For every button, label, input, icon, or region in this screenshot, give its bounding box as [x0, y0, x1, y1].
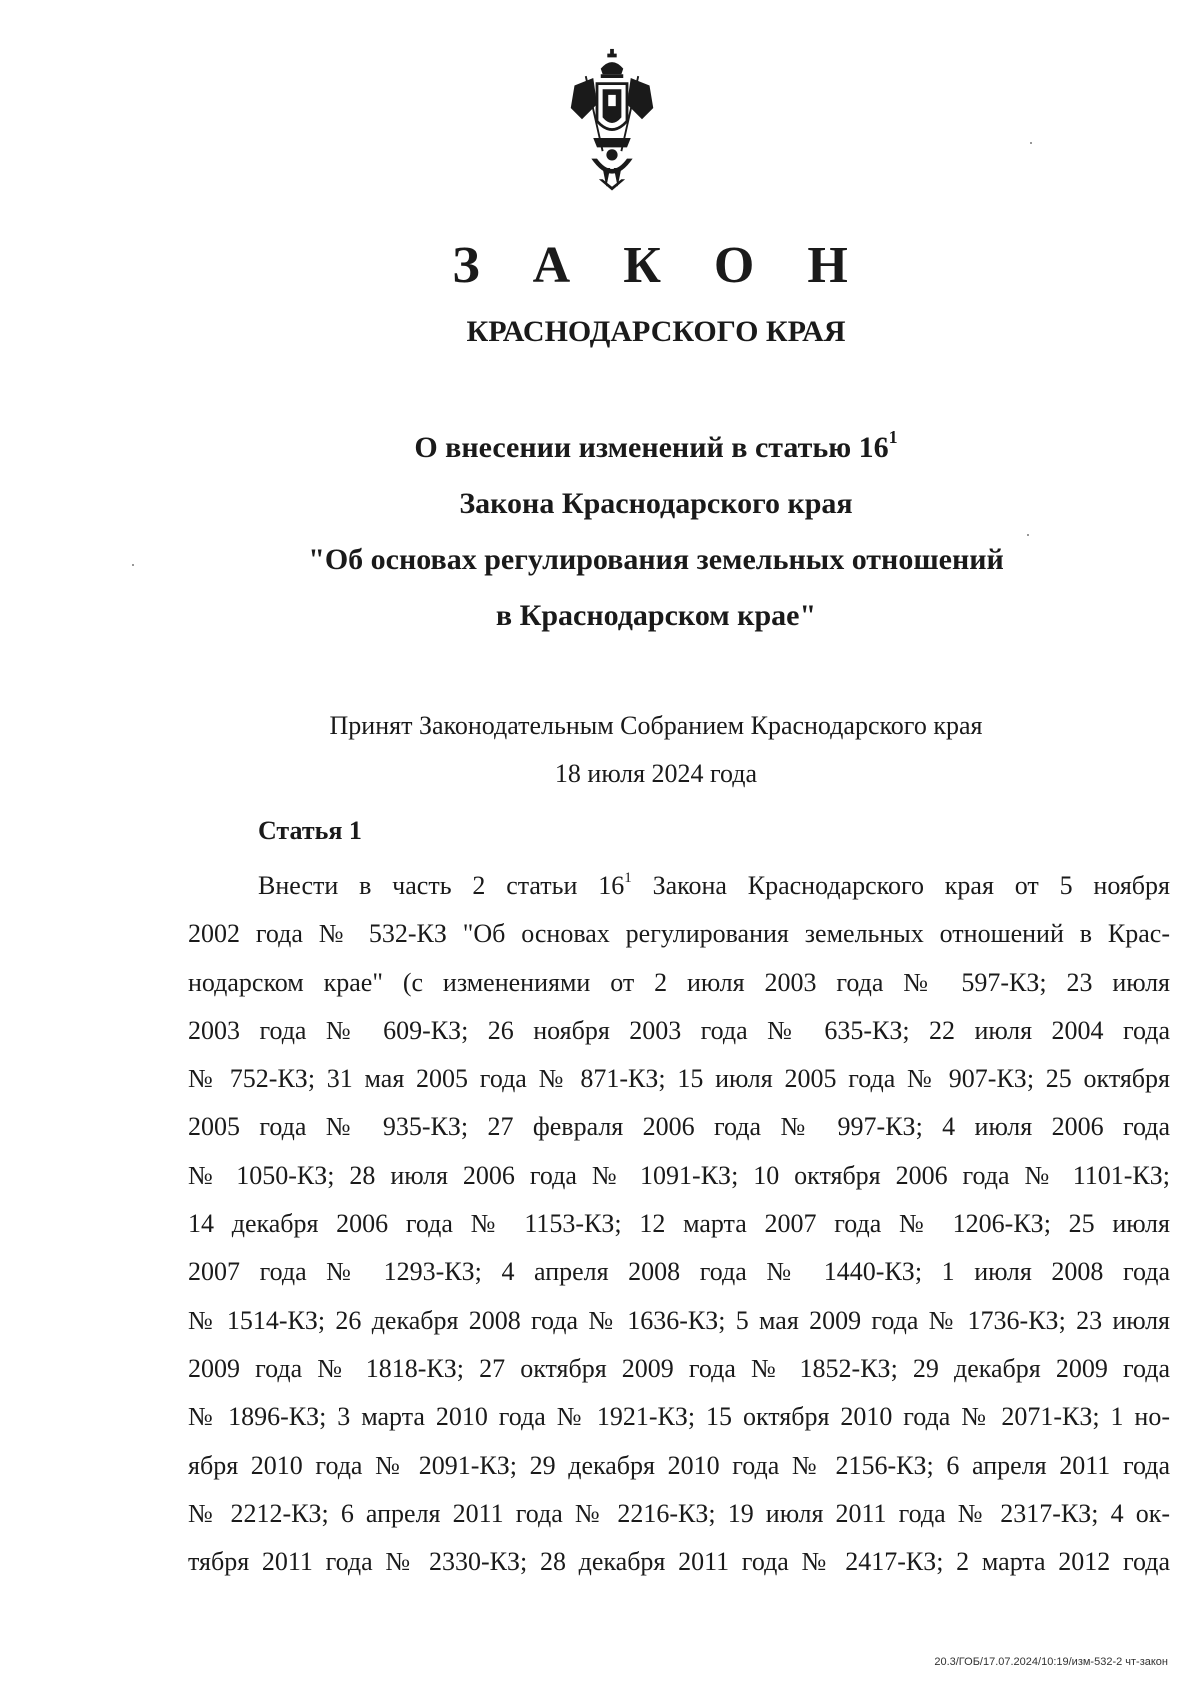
adoption-note	[0, 702, 1200, 798]
article-body-line: № 2212-КЗ; 6 апреля 2011 года № 2216-КЗ; 19 июля 2011 года № 2317-КЗ; 4 ок-	[188, 1498, 1170, 1528]
scan-speck	[132, 564, 134, 566]
article-body-line: 14 декабря 2006 года № 1153-КЗ; 12 марта 2007 года № 1206-КЗ; 25 июля	[188, 1209, 1170, 1239]
article-body-line: тября 2011 года № 2330-КЗ; 28 декабря 2011 года № 2417-КЗ; 2 марта 2012 года	[188, 1547, 1170, 1577]
article-body-line: № 1514-КЗ; 26 декабря 2008 года № 1636-КЗ; 5 мая 2009 года № 1736-КЗ; 23 июля	[188, 1305, 1170, 1335]
article-body-line: № 752-КЗ; 31 мая 2005 года № 871-КЗ; 15 июля 2005 года № 907-КЗ; 25 октября	[188, 1064, 1170, 1094]
document-footer-code: 20.3/ГОБ/17.07.2024/10:19/изм-532-2 чт-закон	[934, 1656, 1168, 1668]
first-line-part-1: Внести в часть 2 статьи 16	[258, 871, 625, 900]
region-heading: КРАСНОДАРСКОГО КРАЯ	[466, 315, 846, 348]
article-body-line: 2003 года № 609-КЗ; 26 ноября 2003 года № 635-КЗ; 22 июля 2004 года	[188, 1015, 1170, 1045]
title-line-1-text: О внесении изменений в статью 16	[414, 431, 889, 464]
title-line-2: Закона Краснодарского края	[459, 487, 853, 520]
article-body-line: 2005 года № 935-КЗ; 27 февраля 2006 года № 997-КЗ; 4 июля 2006 года	[188, 1112, 1170, 1142]
title-line-1	[112, 420, 1200, 476]
adoption-date: 18 июля 2024 года	[554, 759, 758, 788]
article-body	[188, 862, 1170, 1586]
article-body-line: 2007 года № 1293-КЗ; 4 апреля 2008 года № 1440-КЗ; 1 июля 2008 года	[188, 1257, 1170, 1287]
first-line-superscript: 1	[624, 870, 632, 886]
article-body-line: № 1896-КЗ; 3 марта 2010 года № 1921-КЗ; 15 октября 2010 года № 2071-КЗ; 1 но-	[188, 1402, 1170, 1432]
article-body-line: 2009 года № 1818-КЗ; 27 октября 2009 года № 1852-КЗ; 29 декабря 2009 года	[188, 1353, 1170, 1383]
law-title	[0, 420, 1200, 644]
article-body-line: 2002 года № 532-КЗ "Об основах регулирования земельных отношений в Крас-	[188, 919, 1170, 949]
title-line-1-superscript: 1	[888, 427, 898, 447]
coat-of-arms-icon	[560, 48, 664, 198]
article-heading: Статья 1	[258, 816, 362, 845]
adoption-line-1: Принят Законодательным Собранием Краснодарского края	[329, 711, 983, 740]
article-body-line: ября 2010 года № 2091-КЗ; 29 декабря 2010 года № 2156-КЗ; 6 апреля 2011 года	[188, 1450, 1170, 1480]
article-body-line: № 1050-КЗ; 28 июля 2006 года № 1091-КЗ; 10 октября 2006 года № 1101-КЗ;	[188, 1160, 1170, 1190]
title-line-4: в Краснодарском крае"	[495, 599, 817, 632]
first-line-part-2: Закона Краснодарского края от 5 ноября	[631, 871, 1170, 900]
title-line-3: "Об основах регулирования земельных отношений	[308, 543, 1004, 576]
article-body-line: нодарском крае" (с изменениями от 2 июля 2003 года № 597-КЗ; 23 июля	[188, 967, 1170, 997]
scan-speck	[1027, 534, 1029, 536]
scan-speck	[1030, 142, 1032, 144]
article-body-line-first	[188, 862, 1170, 910]
document-type-heading: З А К О Н	[452, 237, 868, 294]
